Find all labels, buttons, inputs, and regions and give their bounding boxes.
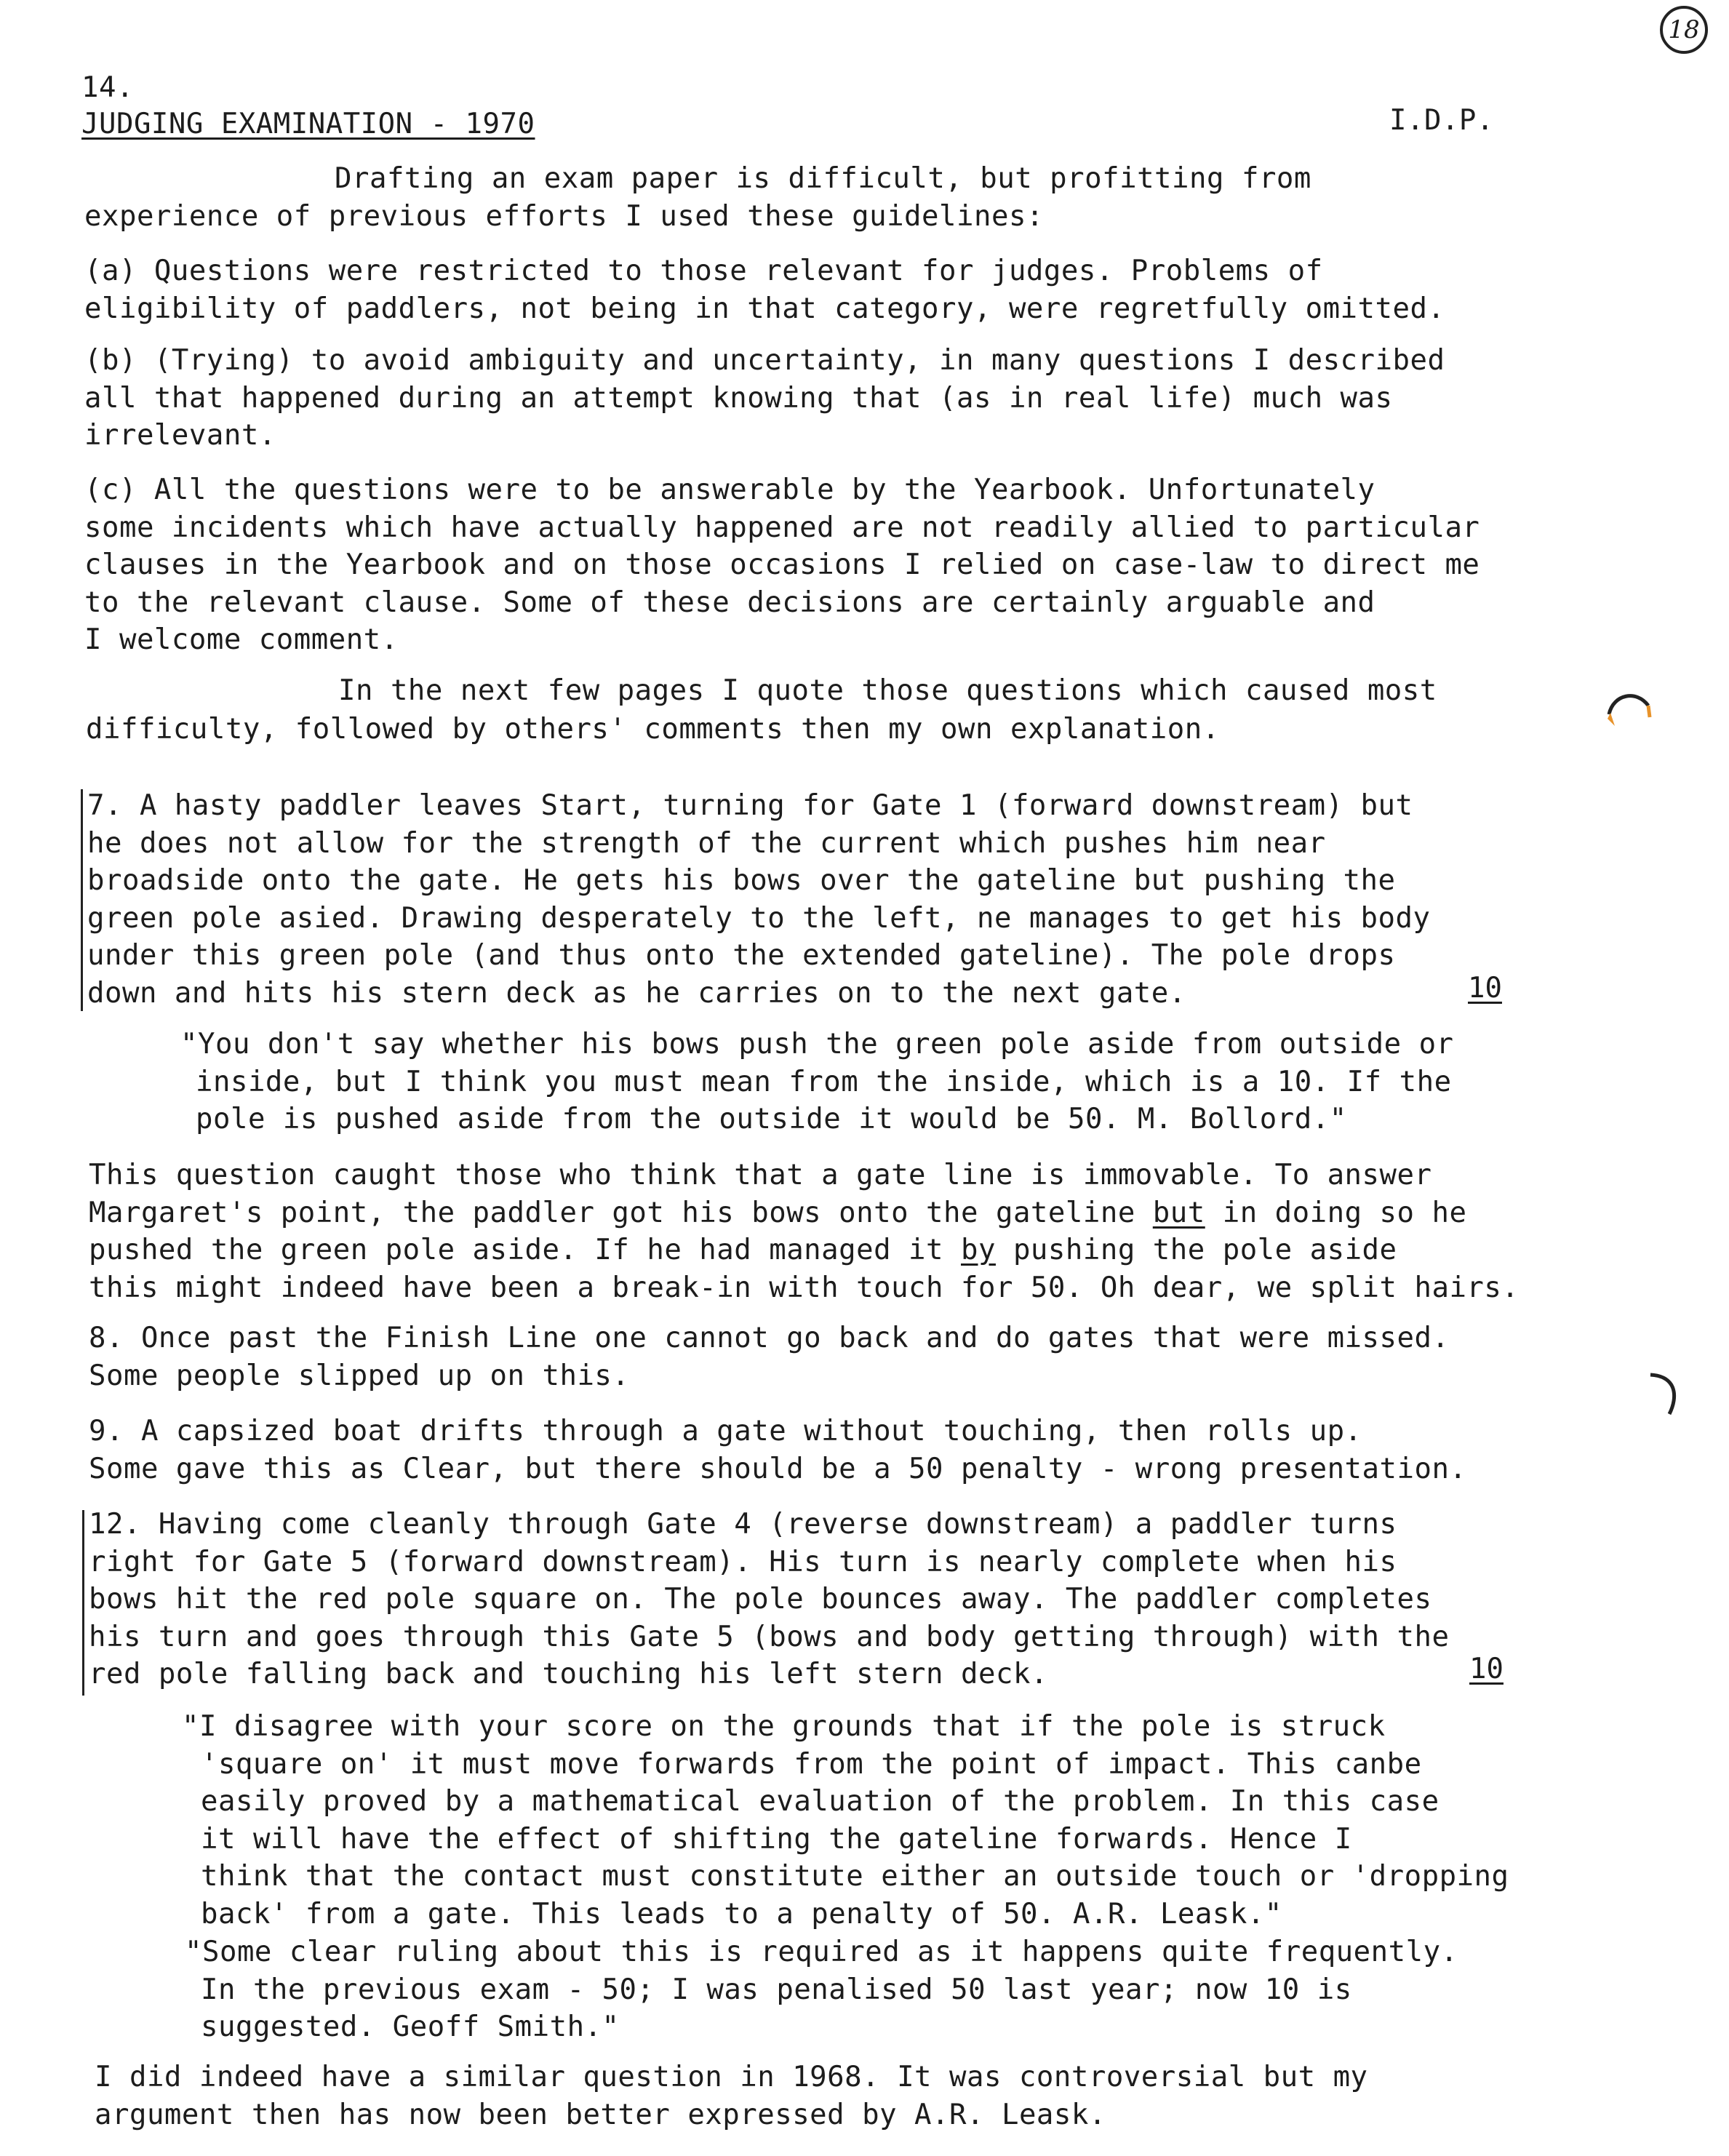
question-12-line: bows hit the red pole square on. The pole bounces away. The paddler completes (89, 1583, 1432, 1616)
question-7-comment-line: "You don't say whether his bows push the green pole aside from outside or (180, 1028, 1454, 1061)
question-7 (87, 787, 1430, 1012)
question-7-line: broadside onto the gate. He gets his bows over the gateline but pushing the (87, 864, 1396, 897)
guideline-b-line: all that happened during an attempt knowing that (as in real life) much was (84, 381, 1393, 415)
question-7-line: down and hits his stern deck as he carries on to the next gate. (87, 976, 1186, 1010)
question-7-comment (180, 1026, 1454, 1138)
question-12 (89, 1506, 1449, 1693)
question-7-reply-line (89, 1194, 1519, 1232)
question-12-comment-smith (185, 1933, 1458, 2046)
guideline-b (84, 342, 1445, 455)
question-7-reply-line (89, 1231, 1519, 1269)
question-7-line: he does not allow for the strength of the current which pushes him near (87, 826, 1326, 860)
question-9 (89, 1413, 1466, 1488)
question-12-score: 10 (1469, 1653, 1504, 1685)
circled-page-number-text: 18 (1668, 15, 1700, 44)
question-12-line: red pole falling back and touching his left stern deck. (89, 1658, 1048, 1690)
closing-line: I did indeed have a similar question in 1968. It was controversial but my (95, 2061, 1368, 2093)
question-12-line: his turn and goes through this Gate 5 (bows and body getting through) with the (89, 1620, 1450, 1653)
page-heading: JUDGING EXAMINATION - 1970 (81, 108, 535, 140)
question-7-line: 7. A hasty paddler leaves Start, turning for Gate 1 (forward downstream) but (87, 789, 1413, 822)
question-7-score: 10 (1468, 972, 1502, 1005)
reply-text: in doing so he (1205, 1196, 1467, 1229)
question-8 (89, 1319, 1449, 1394)
guideline-c-line: clauses in the Yearbook and on those occasions I relied on case-law to direct me (84, 548, 1480, 581)
guideline-a (84, 252, 1445, 327)
page-number: 14. (81, 71, 134, 104)
underlined-word: but (1152, 1196, 1205, 1229)
question-9-line: 9. A capsized boat drifts through a gate without touching, then rolls up. (89, 1415, 1362, 1448)
next-pages-line-2: difficulty, followed by others' comments then my own explanation. (86, 713, 1220, 746)
guideline-b-line: (b) (Trying) to avoid ambiguity and uncertainty, in many questions I described (84, 344, 1445, 377)
question-12-comment-line: 'square on' it must move forwards from the point of impact. This canbe (201, 1747, 1422, 1781)
underlined-word: by (961, 1234, 996, 1266)
question-12-line: right for Gate 5 (forward downstream). His turn is nearly complete when his (89, 1545, 1397, 1578)
reply-text: pushing the pole aside (995, 1234, 1397, 1266)
next-pages-line-1: In the next few pages I quote those questions which caused most (338, 674, 1437, 707)
question-12-comment-leask (182, 1708, 1509, 1933)
question-12-comment-line: "Some clear ruling about this is required as it happens quite frequently. (185, 1936, 1458, 1968)
guideline-c (84, 471, 1480, 659)
question-7-reply-line: This question caught those who think that a gate line is immovable. To answer (89, 1159, 1432, 1191)
reply-text: Margaret's point, the paddler got his bows onto the gateline (89, 1196, 1153, 1229)
punch-hole-mark (1648, 1368, 1691, 1426)
circled-page-number (1660, 6, 1708, 54)
question-12-comment-line: suggested. Geoff Smith." (201, 2011, 620, 2043)
question-7-margin-bar (81, 789, 83, 1011)
guideline-c-line: I welcome comment. (84, 623, 399, 656)
question-7-line: under this green pole (and thus onto the extended gateline). The pole drops (87, 939, 1396, 972)
question-7-reply-line: this might indeed have been a break-in with touch for 50. Oh dear, we split hairs. (89, 1271, 1520, 1304)
question-12-comment-line: easily proved by a mathematical evaluation of the problem. In this case (201, 1785, 1439, 1818)
intro-line-1: Drafting an exam paper is difficult, but profitting from (335, 162, 1311, 195)
question-12-comment-line: back' from a gate. This leads to a penalty of 50. A.R. Leask." (201, 1897, 1282, 1931)
question-12-comment-line: In the previous exam - 50; I was penalised 50 last year; now 10 is (201, 1973, 1352, 2006)
question-9-line: Some gave this as Clear, but there should be a 50 penalty - wrong presentation. (89, 1452, 1467, 1485)
question-8-line: 8. Once past the Finish Line one cannot go back and do gates that were missed. (89, 1322, 1450, 1354)
reply-text: pushed the green pole aside. If he had managed it (89, 1234, 961, 1266)
guideline-c-line: to the relevant clause. Some of these decisions are certainly arguable and (84, 586, 1375, 619)
question-12-line: 12. Having come cleanly through Gate 4 (reverse downstream) a paddler turns (89, 1508, 1397, 1541)
question-7-reply (89, 1157, 1519, 1306)
question-12-margin-bar (82, 1510, 84, 1696)
guideline-b-line: irrelevant. (84, 419, 276, 452)
guideline-c-line: some incidents which have actually happened are not readily allied to particular (84, 511, 1480, 544)
question-8-line: Some people slipped up on this. (89, 1359, 630, 1392)
question-7-line: green pole asied. Drawing desperately to the left, ne manages to get his body (87, 901, 1431, 935)
question-7-comment-line: pole is pushed aside from the outside it would be 50. M. Bollord." (196, 1103, 1347, 1135)
question-12-comment-line: "I disagree with your score on the grounds that if the pole is struck (182, 1710, 1386, 1743)
author-initials: I.D.P. (1389, 104, 1494, 137)
punch-hole-mark (1600, 684, 1658, 742)
question-12-comment-line: it will have the effect of shifting the gateline forwards. Hence I (201, 1822, 1352, 1856)
guideline-a-line: eligibility of paddlers, not being in that category, were regretfully omitted. (84, 292, 1445, 325)
closing-line: argument then has now been better expressed by A.R. Leask. (95, 2098, 1106, 2131)
guideline-a-line: (a) Questions were restricted to those relevant for judges. Problems of (84, 255, 1323, 287)
guideline-c-line: (c) All the questions were to be answerable by the Yearbook. Unfortunately (84, 474, 1375, 506)
intro-line-2: experience of previous efforts I used these guidelines: (84, 200, 1044, 233)
question-7-comment-line: inside, but I think you must mean from the inside, which is a 10. If the (196, 1065, 1452, 1098)
closing-paragraph (95, 2059, 1368, 2133)
question-12-comment-line: think that the contact must constitute either an outside touch or 'dropping (201, 1860, 1509, 1893)
